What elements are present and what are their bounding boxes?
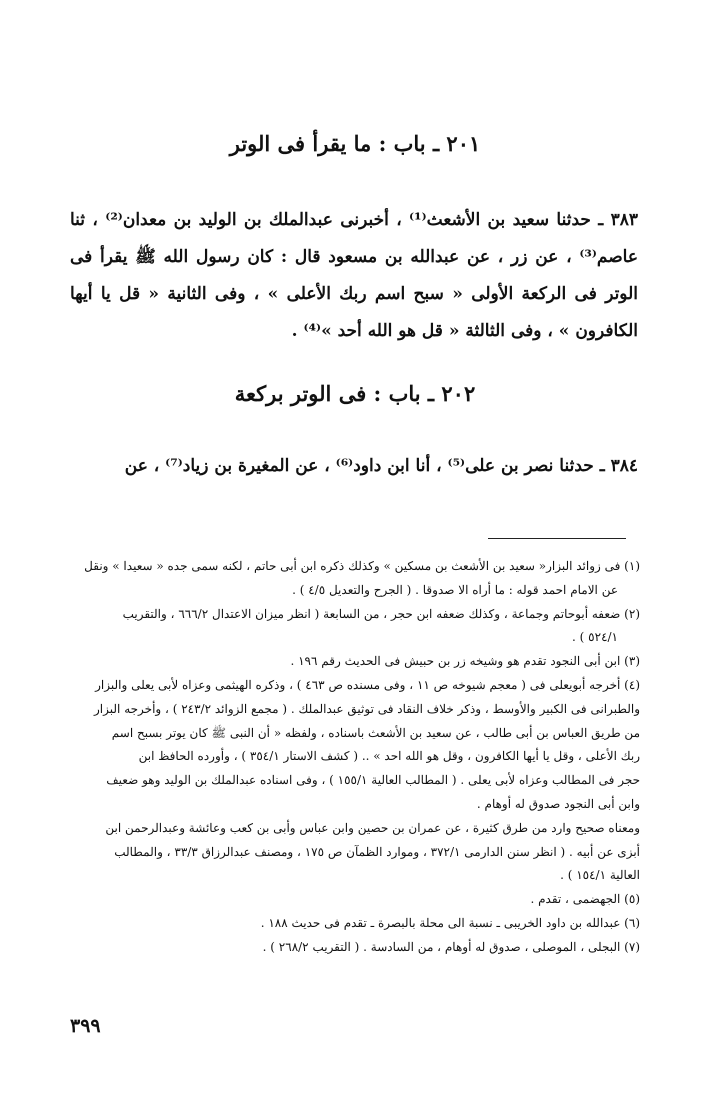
page-number: ٣٩٩: [70, 1015, 101, 1037]
footnote-line: وابن أبى النجود صدوق له أوهام .: [476, 796, 640, 811]
footnote-line: ومعناه صحيح وارد من طرق كثيرة ، عن عمران بن حصين وابن عباس وأبى بن كعب وعائشة وعبدالرحمن ابن: [105, 820, 640, 835]
footnote-line: ٥٢٤/١ ) .: [572, 630, 618, 645]
footnote-line: (٣) ابن أبى النجود تقدم هو وشيخه زر بن حبيش فى الحديث رقم ١٩٦ .: [290, 654, 640, 669]
footnote-line: (٧) البجلى ، الموصلى ، صدوق له أوهام ، من السادسة . ( التقريب ٢٦٨/٢ ) .: [262, 939, 640, 954]
footnote-line: (١) فى زوائد البزار« سعيد بن الأشعث بن مسكين » وكذلك ذكره ابن أبى حاتم ، لكنه سمى جده « سعيدا » ونقل: [84, 559, 640, 573]
footnotes-section: [65, 555, 640, 960]
chapter-heading-201: ٢٠١ ـ باب : ما يقرأ فى الوتر: [229, 131, 481, 156]
footnote-line: عن الامام احمد قوله : ما أراه الا صدوقا . ( الجرح والتعديل ٤/٥ ) .: [292, 582, 618, 597]
footnote-line: ربك الأعلى ، وقل يا أيها الكافرون ، وقل هو الله احد » .. ( كشف الاستار ٣٥٤/١ ) ، وأورده الحافظ ابن: [138, 749, 640, 764]
footnote-divider: [488, 538, 626, 539]
footnote-line: من طريق العباس بن أبى طالب ، عن سعيد بن الأشعث باسناده ، ولفظه « أن النبى ﷺ كان يوتر بسبح اسم: [111, 725, 640, 740]
footnote-line: العالية ١٥٤/١ ) .: [560, 868, 640, 883]
hadith-384-text: ٣٨٤ ـ حدثنا نصر بن على⁽⁵⁾ ، أنا ابن داود⁽⁶⁾ ، عن المغيرة بن زياد⁽⁷⁾ ، عن: [124, 456, 638, 476]
footnote-line: (٢) ضعفه أبوحاتم وجماعة ، وكذلك ضعفه ابن حجر ، من السابعة ( انظر ميزان الاعتدال ٦٦٦/٢ ، والتقريب: [122, 606, 640, 621]
footnote-line: حجر فى المطالب وعزاه لأبى يعلى . ( المطالب العالية ١٥٥/١ ) ، وفى اسناده عبدالملك بن الوليد وهو ضعيف: [106, 773, 640, 788]
footnote-line: (٤) أخرجه أبويعلى فى ( معجم شيوخه ص ١١ ، وفى مسنده ص ٤٦٣ ) ، وذكره الهيثمى وعزاه لأبى يعلى والبزار: [95, 677, 640, 692]
footnote-line: أبزى عن أبيه . ( انظر سنن الدارمى ٣٧٢/١ ، وموارد الظمآن ص ١٧٥ ، ومصنف عبدالرزاق ٣٣/٣ ، والمطالب: [114, 844, 640, 859]
footnote-line: (٦) عبدالله بن داود الخريبى ـ نسبة الى محلة بالبصرة ـ تقدم فى حديث ١٨٨ .: [260, 915, 640, 930]
hadith-383-text: ٣٨٣ ـ حدثنا سعيد بن الأشعث⁽¹⁾ ، أخبرنى عبدالملك بن الوليد بن معدان⁽²⁾ ، ثنا عاصم⁽³⁾ ، عن زر ، عن عبدالله بن مسعود قال : كان رسول الله ﷺ يقرأ فى الوتر فى الركعة الأولى « سبح اسم ربك الأعلى » ، وفى الثانية « قل يا أيها الكافرون » ، وفى الثالثة « قل هو الله أحد »⁽⁴⁾ .: [70, 210, 638, 341]
footnote-line: (٥) الجهضمى ، تقدم .: [530, 892, 640, 907]
footnote-line: والطبرانى فى الكبير والأوسط ، وذكر خلاف النقاد فى توثيق عبدالملك . ( مجمع الزوائد ٢٤٣/٢ ) ، وأخرجه البزار: [94, 701, 640, 716]
chapter-heading-202: ٢٠٢ ـ باب : فى الوتر بركعة: [234, 381, 476, 406]
